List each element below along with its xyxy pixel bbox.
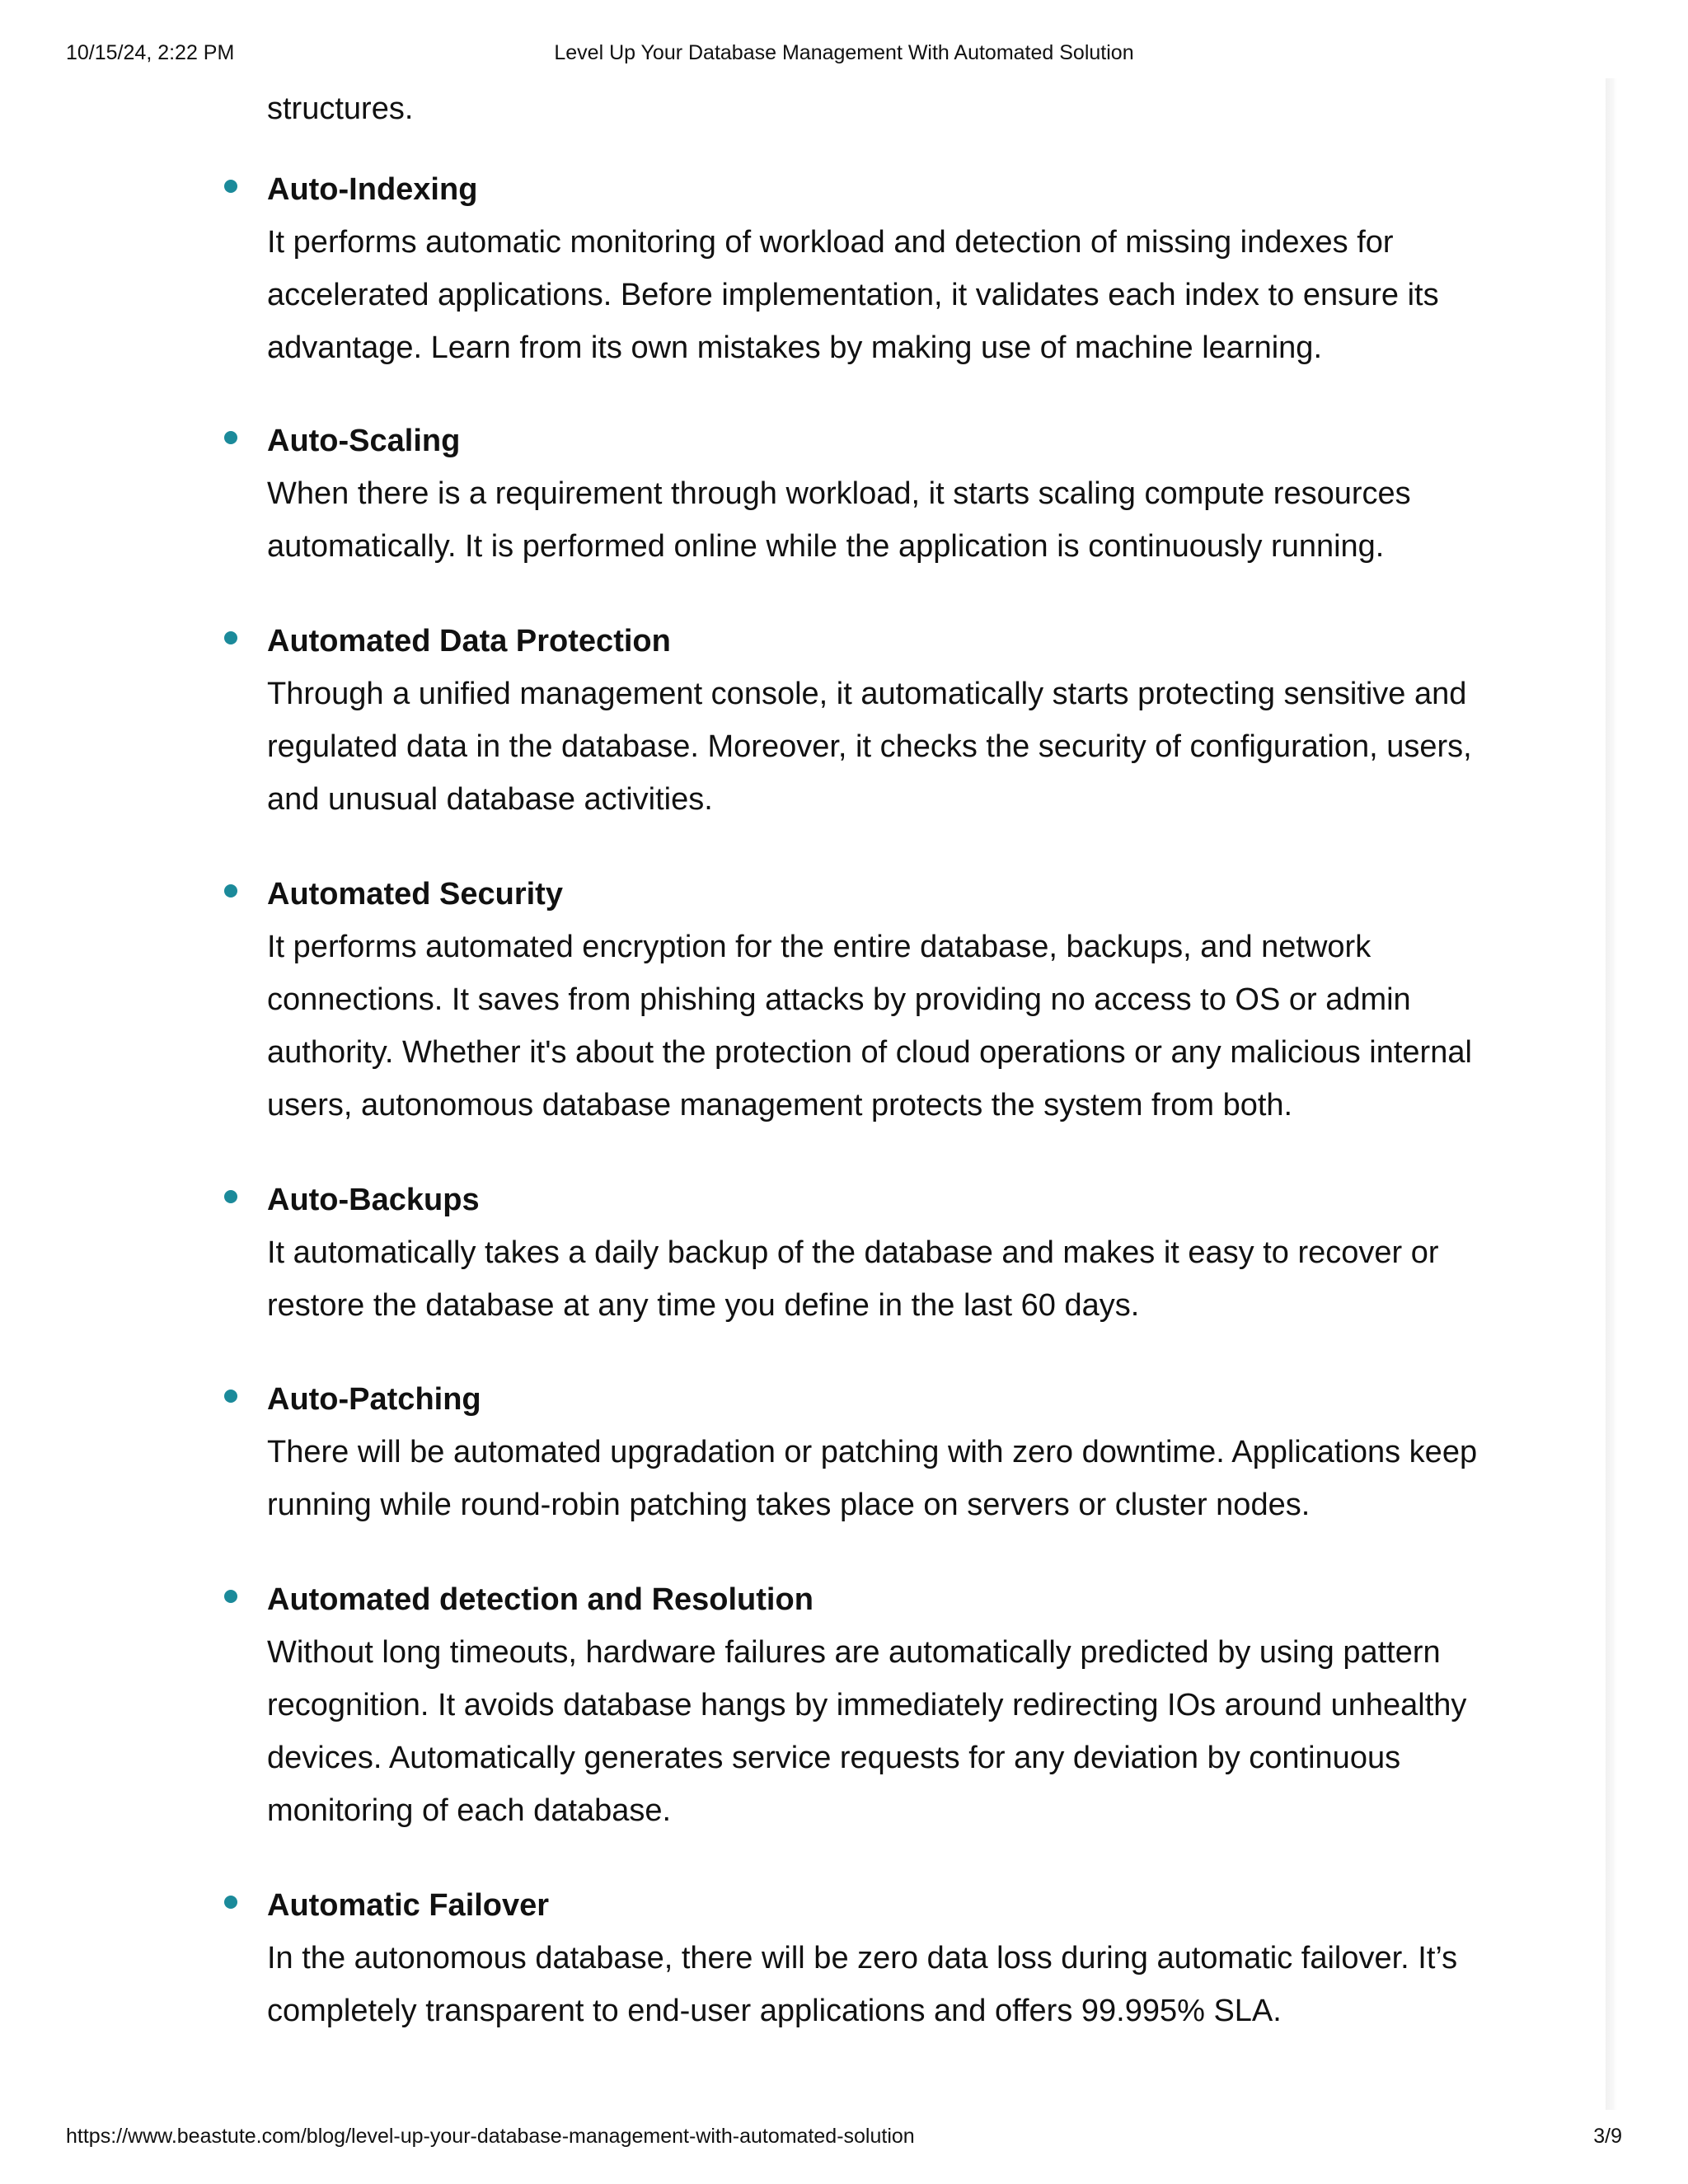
list-item-body: Without long timeouts, hardware failures are automatically predicted by using pattern recognition. It avoids database hangs by immediately redirecting IOs around unhealthy devices. Automatically generates service requests for any deviation by continuous monitoring of each database. bbox=[267, 1635, 1467, 1828]
bullet-icon bbox=[224, 631, 237, 644]
bullet-icon bbox=[224, 884, 237, 898]
list-item-body: It performs automated encryption for the entire database, backups, and network connections. It saves from phishing attacks by providing no access to OS or admin authority. Whether it's about the protection of cloud operations or any malicious internal users, autonomous database management protects the system from both. bbox=[267, 930, 1472, 1122]
list-item-title: Auto-Indexing bbox=[267, 172, 478, 207]
print-header bbox=[66, 41, 1622, 71]
list-item-body: Through a unified management console, it automatically starts protecting sensitive and regulated data in the database. Moreover, it checks the security of configuration, users, and unusual database activities. bbox=[267, 677, 1472, 817]
list-item-automatic-failover bbox=[267, 1882, 1503, 2037]
list-item-automated-data-protection bbox=[267, 618, 1503, 826]
bullet-icon bbox=[224, 1590, 237, 1603]
page-number: 3/9 bbox=[1593, 2125, 1622, 2148]
leading-text-fragment: structures. bbox=[267, 91, 414, 126]
list-item-auto-patching bbox=[267, 1376, 1503, 1531]
bullet-icon bbox=[224, 1190, 237, 1203]
list-item-body: In the autonomous database, there will be zero data loss during automatic failover. It’s completely transparent to end-user applications and offers 99.995% SLA. bbox=[267, 1941, 1458, 2028]
bullet-icon bbox=[224, 1896, 237, 1909]
list-item-auto-indexing bbox=[267, 166, 1503, 374]
list-item-body: When there is a requirement through workload, it starts scaling compute resources automatically. It is performed online while the application is continuously running. bbox=[267, 476, 1411, 564]
list-item-body: It automatically takes a daily backup of the database and makes it easy to recover or restore the database at any time you define in the last 60 days. bbox=[267, 1235, 1439, 1323]
list-item-title: Auto-Scaling bbox=[267, 424, 461, 458]
list-item-title: Auto-Backups bbox=[267, 1183, 480, 1217]
list-item-title: Automatic Failover bbox=[267, 1888, 550, 1923]
list-item-automated-detection bbox=[267, 1577, 1503, 1837]
list-item-title: Automated Security bbox=[267, 877, 563, 912]
print-datetime: 10/15/24, 2:22 PM bbox=[66, 41, 235, 64]
list-item-title: Automated Data Protection bbox=[267, 624, 671, 658]
list-item-title: Automated detection and Resolution bbox=[267, 1582, 814, 1617]
print-page-title: Level Up Your Database Management With Automated Solution bbox=[554, 41, 1134, 64]
list-item-body: It performs automatic monitoring of workload and detection of missing indexes for accelerated applications. Before implementation, it validates each index to ensure its advantage. Learn from its own mistakes by making use of machine learning. bbox=[267, 225, 1439, 365]
list-item-title: Auto-Patching bbox=[267, 1382, 481, 1417]
list-item-auto-scaling bbox=[267, 418, 1503, 573]
bullet-icon bbox=[224, 1390, 237, 1403]
list-item-body: There will be automated upgradation or patching with zero downtime. Applications keep running while round-robin patching takes place on servers or cluster nodes. bbox=[267, 1435, 1478, 1522]
print-url: https://www.beastute.com/blog/level-up-your-database-management-with-automated-solution bbox=[66, 2125, 915, 2148]
list-item-automated-security bbox=[267, 871, 1503, 1132]
scrollbar-shadow bbox=[1606, 78, 1617, 2110]
bullet-icon bbox=[224, 431, 237, 444]
list-item-auto-backups bbox=[267, 1177, 1503, 1332]
bullet-icon bbox=[224, 180, 237, 193]
